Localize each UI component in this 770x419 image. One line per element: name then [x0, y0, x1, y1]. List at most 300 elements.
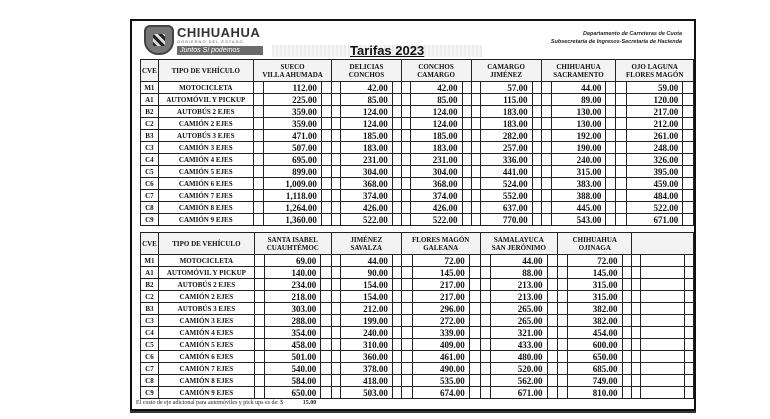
toll-value-cell: 154.00	[340, 291, 392, 303]
spacer-cell	[480, 339, 491, 351]
spacer-cell	[401, 130, 410, 142]
header-row	[141, 233, 694, 255]
spacer-cell	[558, 315, 568, 327]
toll-value-cell: 458.00	[265, 339, 321, 351]
toll-value-cell: 459.00	[627, 178, 683, 190]
toll-value-cell: 288.00	[265, 315, 321, 327]
spacer-cell	[462, 166, 471, 178]
vehicle-type-cell: AUTOBÚS 3 EJES	[158, 303, 254, 315]
spacer-cell	[632, 363, 641, 375]
vehicle-type-cell: AUTOBÚS 3 EJES	[158, 130, 253, 142]
spacer-cell	[532, 190, 541, 202]
cve-cell: A1	[141, 267, 159, 279]
spacer-cell	[606, 118, 616, 130]
spacer-cell	[532, 82, 541, 94]
toll-value-cell: 418.00	[340, 375, 392, 387]
toll-value-cell: 304.00	[410, 166, 462, 178]
cve-cell: C5	[141, 339, 159, 351]
spacer-cell	[392, 106, 401, 118]
spacer-cell	[462, 178, 471, 190]
toll-value-cell: 522.00	[341, 214, 392, 226]
spacer-cell	[622, 255, 632, 267]
spacer-cell	[683, 142, 694, 154]
spacer-cell	[392, 142, 401, 154]
toll-value-cell: 520.00	[491, 363, 547, 375]
toll-value-cell: 378.00	[340, 363, 392, 375]
spacer-cell	[321, 214, 332, 226]
route-header	[254, 233, 331, 255]
cve-cell: M1	[141, 82, 159, 94]
toll-value-cell: 140.00	[265, 267, 321, 279]
spacer-cell	[462, 130, 471, 142]
spacer-cell	[332, 94, 341, 106]
spacer-cell	[622, 339, 632, 351]
spacer-cell	[462, 190, 471, 202]
table-row	[141, 339, 694, 351]
toll-value-cell: 535.00	[412, 375, 469, 387]
spacer-cell	[401, 327, 412, 339]
toll-value-cell: 650.00	[265, 387, 321, 399]
spacer-cell	[254, 351, 264, 363]
toll-value-cell: 190.00	[551, 142, 606, 154]
toll-value-cell: 199.00	[340, 315, 392, 327]
spacer-cell	[332, 142, 341, 154]
spacer-cell	[684, 363, 693, 375]
route-header	[253, 60, 332, 82]
spacer-cell	[616, 214, 627, 226]
spacer-cell	[622, 303, 632, 315]
vehicle-type-cell: CAMIÓN 7 EJES	[158, 363, 254, 375]
toll-value-cell: 296.00	[412, 303, 469, 315]
toll-value-cell: 382.00	[568, 303, 622, 315]
cve-cell: B3	[141, 303, 159, 315]
spacer-cell	[547, 351, 558, 363]
spacer-cell	[632, 327, 641, 339]
toll-value-cell: 1,360.00	[264, 214, 322, 226]
spacer-cell	[392, 291, 401, 303]
table-row	[141, 190, 694, 202]
toll-value-cell: 360.00	[340, 351, 392, 363]
toll-value-cell: 192.00	[551, 130, 606, 142]
spacer-cell	[547, 315, 558, 327]
spacer-cell	[541, 118, 551, 130]
spacer-cell	[331, 339, 340, 351]
vehicle-type-cell: AUTOBÚS 2 EJES	[158, 106, 253, 118]
vehicle-type-cell: MOTOCICLETA	[158, 255, 254, 267]
table-row	[141, 94, 694, 106]
toll-value-cell: 183.00	[410, 142, 462, 154]
route-destination: FLORES MAGÓN	[626, 70, 684, 79]
spacer-cell	[331, 351, 340, 363]
toll-value-cell: 433.00	[491, 339, 547, 351]
spacer-cell	[392, 178, 401, 190]
toll-value-cell: 749.00	[568, 375, 622, 387]
toll-value-cell: 183.00	[480, 118, 532, 130]
department-line-2: Subsecretaría de Ingresos-Secretaría de Hacienda	[550, 39, 682, 45]
spacer-cell	[331, 387, 340, 399]
spacer-cell	[469, 351, 480, 363]
spacer-cell	[401, 106, 410, 118]
spacer-cell	[254, 303, 264, 315]
vehicle-type-cell: CAMIÓN 7 EJES	[158, 190, 253, 202]
toll-value-cell: 336.00	[480, 154, 532, 166]
route-origin: FLORES MAGÓN	[412, 235, 470, 244]
spacer-cell	[321, 118, 332, 130]
spacer-cell	[547, 339, 558, 351]
spacer-cell	[547, 291, 558, 303]
spacer-cell	[332, 178, 341, 190]
spacer-cell	[622, 267, 632, 279]
route-origin: JIMÉNEZ	[350, 235, 383, 244]
toll-value-cell	[641, 327, 684, 339]
toll-value-cell: 69.00	[265, 255, 321, 267]
toll-value-cell: 326.00	[627, 154, 683, 166]
spacer-cell	[547, 279, 558, 291]
spacer-cell	[632, 387, 641, 399]
route-origin: SUECO	[280, 62, 305, 71]
spacer-cell	[480, 303, 491, 315]
cve-cell: C2	[141, 291, 159, 303]
spacer-cell	[401, 166, 410, 178]
toll-value-cell: 185.00	[410, 130, 462, 142]
route-destination: CAMARGO	[417, 70, 455, 79]
spacer-cell	[392, 202, 401, 214]
spacer-cell	[547, 327, 558, 339]
toll-value-cell: 1,118.00	[264, 190, 322, 202]
spacer-cell	[321, 351, 331, 363]
toll-value-cell	[641, 363, 684, 375]
spacer-cell	[532, 94, 541, 106]
toll-value-cell: 445.00	[551, 202, 606, 214]
spacer-cell	[321, 387, 331, 399]
spacer-cell	[616, 142, 627, 154]
spacer-cell	[462, 106, 471, 118]
spacer-cell	[332, 154, 341, 166]
table-row	[141, 106, 694, 118]
toll-value-cell: 600.00	[568, 339, 622, 351]
spacer-cell	[547, 387, 558, 399]
vehicle-type-cell: CAMIÓN 8 EJES	[158, 202, 253, 214]
cve-cell: C7	[141, 190, 159, 202]
toll-value-cell: 124.00	[341, 118, 392, 130]
spacer-cell	[683, 106, 694, 118]
spacer-cell	[480, 375, 491, 387]
spacer-cell	[331, 327, 340, 339]
chihuahua-logo	[144, 24, 270, 58]
toll-value-cell: 217.00	[412, 291, 469, 303]
spacer-cell	[321, 303, 331, 315]
spacer-cell	[469, 267, 480, 279]
cve-cell: C6	[141, 351, 159, 363]
route-destination: SAN JERÓNIMO	[491, 243, 546, 252]
route-origin: DELICIAS	[349, 62, 384, 71]
toll-value-cell: 44.00	[491, 255, 547, 267]
spacer-cell	[683, 214, 694, 226]
table-row	[141, 178, 694, 190]
route-origin: OJO LAGUNA	[631, 62, 678, 71]
spacer-cell	[253, 82, 264, 94]
spacer-cell	[606, 202, 616, 214]
spacer-cell	[254, 327, 264, 339]
spacer-cell	[401, 267, 412, 279]
table-row	[141, 315, 694, 327]
table-row	[141, 375, 694, 387]
vehicle-type-cell: CAMIÓN 6 EJES	[158, 351, 254, 363]
spacer-cell	[622, 387, 632, 399]
toll-value-cell: 44.00	[340, 255, 392, 267]
spacer-cell	[683, 202, 694, 214]
spacer-cell	[606, 94, 616, 106]
spacer-cell	[558, 291, 568, 303]
spacer-cell	[401, 178, 410, 190]
table-row	[141, 154, 694, 166]
route-header	[401, 233, 480, 255]
route-header	[541, 60, 616, 82]
spacer-cell	[462, 142, 471, 154]
toll-value-cell: 674.00	[412, 387, 469, 399]
spacer-cell	[469, 363, 480, 375]
toll-value-cell: 248.00	[627, 142, 683, 154]
spacer-cell	[471, 130, 480, 142]
spacer-cell	[321, 291, 331, 303]
spacer-cell	[532, 214, 541, 226]
spacer-cell	[471, 202, 480, 214]
spacer-cell	[321, 255, 331, 267]
cve-cell: C8	[141, 375, 159, 387]
route-destination: CONCHOS	[348, 70, 385, 79]
spacer-cell	[471, 154, 480, 166]
route-header	[480, 233, 558, 255]
toll-value-cell: 503.00	[340, 387, 392, 399]
cve-cell: C3	[141, 315, 159, 327]
cve-cell: C3	[141, 142, 159, 154]
spacer-cell	[632, 279, 641, 291]
spacer-cell	[606, 178, 616, 190]
spacer-cell	[462, 202, 471, 214]
table-row	[141, 142, 694, 154]
spacer-cell	[469, 375, 480, 387]
spacer-cell	[321, 166, 332, 178]
spacer-cell	[541, 202, 551, 214]
toll-value-cell: 85.00	[410, 94, 462, 106]
spacer-cell	[684, 315, 693, 327]
vehicle-type-cell: CAMIÓN 3 EJES	[158, 315, 254, 327]
logo-subtitle: GOBIERNO DEL ESTADO	[177, 39, 244, 44]
toll-value-cell: 374.00	[341, 190, 392, 202]
spacer-cell	[392, 387, 401, 399]
spacer-cell	[401, 315, 412, 327]
spacer-cell	[480, 279, 491, 291]
spacer-cell	[392, 82, 401, 94]
spacer-cell	[684, 375, 693, 387]
route-header	[401, 60, 471, 82]
spacer-cell	[471, 118, 480, 130]
toll-value-cell: 231.00	[410, 154, 462, 166]
footnote-amount: 15.00	[302, 400, 317, 406]
spacer-cell	[401, 190, 410, 202]
toll-value-cell: 507.00	[264, 142, 322, 154]
spacer-cell	[541, 82, 551, 94]
toll-value-cell: 59.00	[627, 82, 683, 94]
toll-value-cell	[641, 291, 684, 303]
spacer-cell	[253, 166, 264, 178]
toll-value-cell	[641, 267, 684, 279]
spacer-cell	[392, 214, 401, 226]
cve-cell: B2	[141, 279, 159, 291]
toll-value-cell: 57.00	[480, 82, 532, 94]
toll-value-cell: 42.00	[341, 82, 392, 94]
vehicle-type-cell: CAMIÓN 8 EJES	[158, 375, 254, 387]
spacer-cell	[469, 291, 480, 303]
logo-name: CHIHUAHUA	[177, 25, 261, 40]
spacer-cell	[401, 279, 412, 291]
toll-value-cell: 85.00	[341, 94, 392, 106]
spacer-cell	[253, 190, 264, 202]
spacer-cell	[332, 106, 341, 118]
spacer-cell	[392, 118, 401, 130]
spacer-cell	[632, 375, 641, 387]
spacer-cell	[606, 130, 616, 142]
spacer-cell	[469, 255, 480, 267]
toll-value-cell: 584.00	[265, 375, 321, 387]
toll-value-cell: 562.00	[491, 375, 547, 387]
spacer-cell	[558, 327, 568, 339]
spacer-cell	[332, 190, 341, 202]
spacer-cell	[558, 351, 568, 363]
vehicle-type-cell: MOTOCICLETA	[158, 82, 253, 94]
toll-value-cell: 231.00	[341, 154, 392, 166]
route-destination: GALEANA	[423, 243, 459, 252]
spacer-cell	[392, 303, 401, 315]
route-origin: SAMALAYUCA	[493, 235, 544, 244]
spacer-cell	[254, 363, 264, 375]
toll-value-cell: 1,009.00	[264, 178, 322, 190]
spacer-cell	[532, 118, 541, 130]
cve-cell: B3	[141, 130, 159, 142]
spacer-cell	[471, 214, 480, 226]
toll-value-cell: 72.00	[412, 255, 469, 267]
spacer-cell	[616, 130, 627, 142]
spacer-cell	[321, 202, 332, 214]
vehicle-type-header: TIPO DE VEHÍCULO	[158, 60, 253, 82]
toll-value-cell: 395.00	[627, 166, 683, 178]
spacer-cell	[392, 315, 401, 327]
table-row	[141, 255, 694, 267]
toll-value-cell: 90.00	[340, 267, 392, 279]
toll-value-cell: 261.00	[627, 130, 683, 142]
spacer-cell	[392, 267, 401, 279]
toll-value-cell: 145.00	[412, 267, 469, 279]
toll-value-cell: 368.00	[410, 178, 462, 190]
toll-value-cell: 130.00	[551, 106, 606, 118]
spacer-cell	[401, 255, 412, 267]
spacer-cell	[254, 255, 264, 267]
spacer-cell	[606, 142, 616, 154]
toll-value-cell: 426.00	[341, 202, 392, 214]
toll-value-cell	[641, 375, 684, 387]
spacer-cell	[632, 339, 641, 351]
spacer-cell	[321, 106, 332, 118]
spacer-cell	[541, 130, 551, 142]
vehicle-type-cell: CAMIÓN 9 EJES	[158, 387, 254, 399]
spacer-cell	[606, 82, 616, 94]
vehicle-type-header: TIPO DE VEHÍCULO	[158, 233, 254, 255]
spacer-cell	[401, 94, 410, 106]
toll-value-cell: 359.00	[264, 106, 322, 118]
spacer-cell	[684, 303, 693, 315]
spacer-cell	[462, 154, 471, 166]
spacer-cell	[253, 94, 264, 106]
spacer-cell	[541, 154, 551, 166]
spacer-cell	[683, 190, 694, 202]
spacer-cell	[401, 375, 412, 387]
vehicle-type-cell: AUTOBÚS 2 EJES	[158, 279, 254, 291]
spacer-cell	[321, 279, 331, 291]
spacer-cell	[558, 279, 568, 291]
spacer-cell	[622, 291, 632, 303]
spacer-cell	[392, 327, 401, 339]
spacer-cell	[532, 178, 541, 190]
vehicle-type-cell: AUTOMÓVIL Y PICKUP	[158, 267, 254, 279]
spacer-cell	[606, 166, 616, 178]
spacer-cell	[683, 166, 694, 178]
tariff-table-2	[140, 232, 694, 399]
spacer-cell	[392, 339, 401, 351]
spacer-cell	[684, 255, 693, 267]
spacer-cell	[253, 202, 264, 214]
table-row	[141, 279, 694, 291]
vehicle-type-cell: CAMIÓN 4 EJES	[158, 327, 254, 339]
spacer-cell	[331, 315, 340, 327]
spacer-cell	[321, 315, 331, 327]
toll-value-cell: 409.00	[412, 339, 469, 351]
logo-slogan: Juntos Sí podemos	[177, 46, 263, 55]
spacer-cell	[632, 255, 641, 267]
toll-value-cell: 461.00	[412, 351, 469, 363]
route-header	[616, 60, 694, 82]
toll-value-cell: 685.00	[568, 363, 622, 375]
spacer-cell	[606, 154, 616, 166]
cve-cell: C9	[141, 387, 159, 399]
toll-value-cell: 89.00	[551, 94, 606, 106]
spacer-cell	[401, 202, 410, 214]
spacer-cell	[547, 255, 558, 267]
spacer-cell	[392, 130, 401, 142]
toll-value-cell: 315.00	[551, 166, 606, 178]
toll-value-cell: 368.00	[341, 178, 392, 190]
spacer-cell	[532, 130, 541, 142]
toll-value-cell: 388.00	[551, 190, 606, 202]
vehicle-type-cell: CAMIÓN 5 EJES	[158, 339, 254, 351]
toll-value-cell: 484.00	[627, 190, 683, 202]
spacer-cell	[632, 291, 641, 303]
toll-value-cell: 265.00	[491, 303, 547, 315]
table-row	[141, 351, 694, 363]
route-header	[632, 233, 694, 255]
route-origin: CHIHUAHUA	[556, 62, 601, 71]
spacer-cell	[616, 190, 627, 202]
vehicle-type-cell: CAMIÓN 6 EJES	[158, 178, 253, 190]
toll-value-cell: 234.00	[265, 279, 321, 291]
spacer-cell	[331, 303, 340, 315]
table-row	[141, 387, 694, 399]
spacer-cell	[606, 190, 616, 202]
spacer-cell	[532, 154, 541, 166]
spacer-cell	[684, 339, 693, 351]
spacer-cell	[532, 166, 541, 178]
spacer-cell	[547, 267, 558, 279]
spacer-cell	[532, 106, 541, 118]
